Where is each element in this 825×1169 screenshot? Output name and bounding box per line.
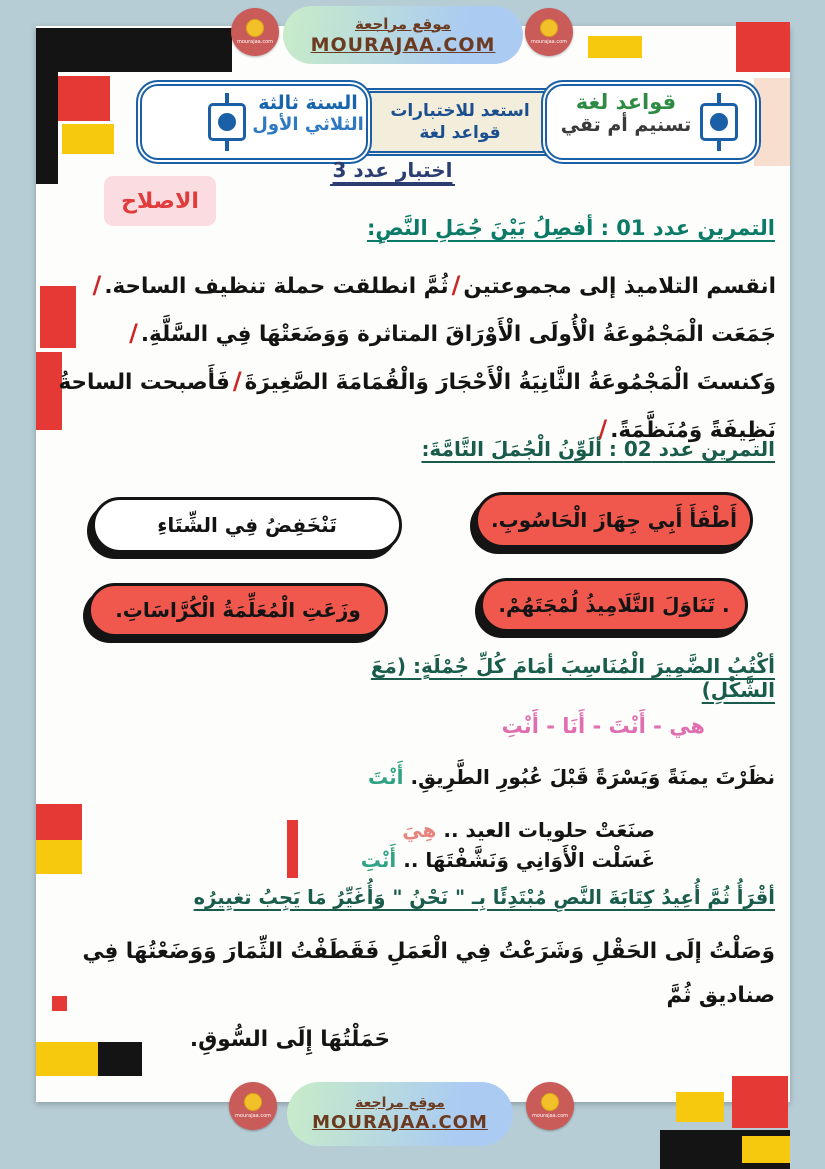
badge-caption: mourajaa.com <box>532 1113 569 1119</box>
exercise1-line2 <box>58 310 776 358</box>
exercise1-title: التمرين عدد 01 : أفصِلُ بَيْنَ جُمَلِ النَّصِ: <box>366 216 775 240</box>
teacher-name: تسنيم أم تقي <box>560 114 692 136</box>
mourajaa-badge-icon <box>526 1082 574 1130</box>
header-middle-band <box>360 88 560 156</box>
bullet-square-icon <box>208 103 246 141</box>
mourajaa-badge-icon <box>231 8 279 56</box>
mourajaa-badge-icon <box>525 8 573 56</box>
badge-dot-icon <box>246 19 264 37</box>
decoration-black-bar-left-edge <box>36 28 58 184</box>
subject-name: قواعد لغة <box>575 90 677 114</box>
red-slash-mark: / <box>129 319 138 347</box>
text-segment: انقسم التلاميذ إلى مجموعتين <box>463 274 776 299</box>
sentence-pill-colored[interactable]: وزَعَتِ الْمُعَلِّمَةُ الْكُرَّاسَاتِ. <box>88 583 388 637</box>
grade-year: السنة ثالثة <box>258 92 358 114</box>
sentence-pill-uncolored[interactable]: تَنْخَفِضُ فِي الشِّتَاءِ <box>92 497 402 553</box>
exercise1-line3 <box>58 358 776 406</box>
text-segment: فَأَصبحت الساحةُ <box>58 370 230 395</box>
correction-badge: الاصلاح <box>104 176 216 226</box>
decoration-red-square-mid-left <box>36 804 82 840</box>
test-title: اختبار عدد 3 <box>330 158 455 186</box>
header-middle-line1: استعد للاختبارات <box>390 101 530 121</box>
sentence-text: نظَرْتَ يمنَةً وَيَسْرَةً قَبْلَ عُبُورِ الطَّرِيقِ. <box>410 765 775 789</box>
exercise4-title: أقْرَأُ ثُمَّ أُعِيدُ كِتَابَةَ النَّصِ مُبْتَدِئًا بِـ " نَحْنُ " وَأُغَيِّرُ مَا يَجِبُ تغيِيرُه <box>193 886 775 909</box>
badge-dot-icon <box>540 19 558 37</box>
text-segment: وَكنستَ الْمَجْمُوعَةُ الثَّانِيَةُ الْأَحْجَارَ وَالْقُمَامَةَ الصَّغِيرَةَ <box>244 370 776 395</box>
decoration-pink-strip-right <box>754 78 790 166</box>
decoration-yellow-rect-top-center <box>588 36 642 58</box>
exercise1-line1 <box>58 262 776 310</box>
sentence-pill-colored[interactable]: . تَنَاوَلَ التَّلَامِيذُ لُمْجَتَهُمْ. <box>480 578 748 632</box>
red-slash-mark: / <box>451 271 461 299</box>
subject-box-text <box>556 90 696 136</box>
decoration-red-dot-bottom-left <box>52 996 67 1011</box>
decoration-yellow-square-mid-left <box>36 840 82 874</box>
text-segment: جَمَعَت الْمَجْمُوعَةُ الْأُولَى الْأَوْرَاقَ المتاثرة وَوَضَعَتْهَا فِي السَّلَّةِ. <box>140 322 776 347</box>
sentence-text: صنَعَتْ حلويات العيد .. <box>443 818 655 842</box>
exercise1-text <box>58 262 776 454</box>
banner-site-name: موقع مراجعة <box>354 14 452 33</box>
text-segment: نَظِيفَةً وَمُنَظَّمَةً. <box>610 418 776 443</box>
handwritten-answer: أَنْتِ <box>360 848 397 872</box>
header-middle-line2: قواعد لغة <box>419 123 501 143</box>
decoration-red-square-top-right <box>736 22 790 72</box>
sentence-text: غَسَلْت الْأَوَانِي وَنَشَّفْتَهَا .. <box>403 848 655 872</box>
pronoun-bank: هي - أَنْتَ - أَنَا - أَنْتِ <box>501 714 705 738</box>
badge-caption: mourajaa.com <box>235 1113 272 1119</box>
pronoun-sentence <box>300 848 655 872</box>
handwritten-answer: هِيَ <box>402 818 437 842</box>
decoration-red-square-bottom-right <box>732 1076 788 1128</box>
red-slash-mark: / <box>92 271 102 299</box>
pronoun-sentence <box>300 765 775 789</box>
red-slash-mark: / <box>598 415 608 443</box>
banner-site-name: موقع مراجعة <box>355 1095 445 1111</box>
text-segment: ثُمَّ انطلقت حملة تنظيف الساحة. <box>104 274 449 299</box>
decoration-yellow-rect-bottom-right <box>676 1092 724 1122</box>
badge-caption: mourajaa.com <box>237 39 274 45</box>
pronoun-sentence <box>300 818 655 842</box>
grade-trimester: الثلاثي الأول <box>252 114 364 135</box>
sentence-pill-colored[interactable]: أَطْفَأَ أَبِي جِهَازَ الْحَاسُوبِ. <box>475 492 753 548</box>
bullet-square-icon <box>700 103 738 141</box>
decoration-black-bar-top-left <box>36 28 232 72</box>
mourajaa-badge-icon <box>229 1082 277 1130</box>
decoration-yellow-rect-top-left <box>62 124 114 154</box>
exercise4-line2: حَمَلْتُهَا إِلَى السُّوقِ. <box>189 1027 390 1052</box>
decoration-red-square-top-left <box>58 76 110 121</box>
badge-caption: mourajaa.com <box>531 39 568 45</box>
exercise4-line1: وَصَلْتُ إلَى الحَقْلِ وَشَرَعْتُ فِي الْعَمَلِ فَقَطَفْتُ الثِّمَارَ وَوَضَعْتُهَا فِي صناديق ثُمَّ <box>82 939 775 1008</box>
exercise2-title: التمرين عدد 02 : ألَوِّنُ الْجُمَلَ التَّامَّةَ: <box>421 437 775 461</box>
banner-site-url-link[interactable]: MOURAJAA.COM <box>312 1112 488 1133</box>
grade-box-text <box>252 92 364 135</box>
top-banner <box>283 6 523 64</box>
banner-site-url-link[interactable]: MOURAJAA.COM <box>310 33 496 56</box>
bullet-dot-icon <box>710 113 728 131</box>
bottom-banner <box>287 1082 513 1146</box>
exercise4-text <box>50 930 775 1062</box>
red-slash-mark: / <box>232 367 242 395</box>
badge-dot-icon <box>244 1093 262 1111</box>
decoration-yellow-rect-on-black <box>742 1136 790 1163</box>
handwritten-answer: أَنْتَ <box>367 765 404 789</box>
decoration-red-bar-sentences <box>287 820 298 878</box>
bullet-dot-icon <box>218 113 236 131</box>
badge-dot-icon <box>541 1093 559 1111</box>
exercise3-title: أكْتُبُ الضَّمِيرَ الْمُنَاسِبَ أمَامَ كُلِّ جُمْلَةٍ: (مَعَ الشَّكْلِ) <box>370 654 775 702</box>
